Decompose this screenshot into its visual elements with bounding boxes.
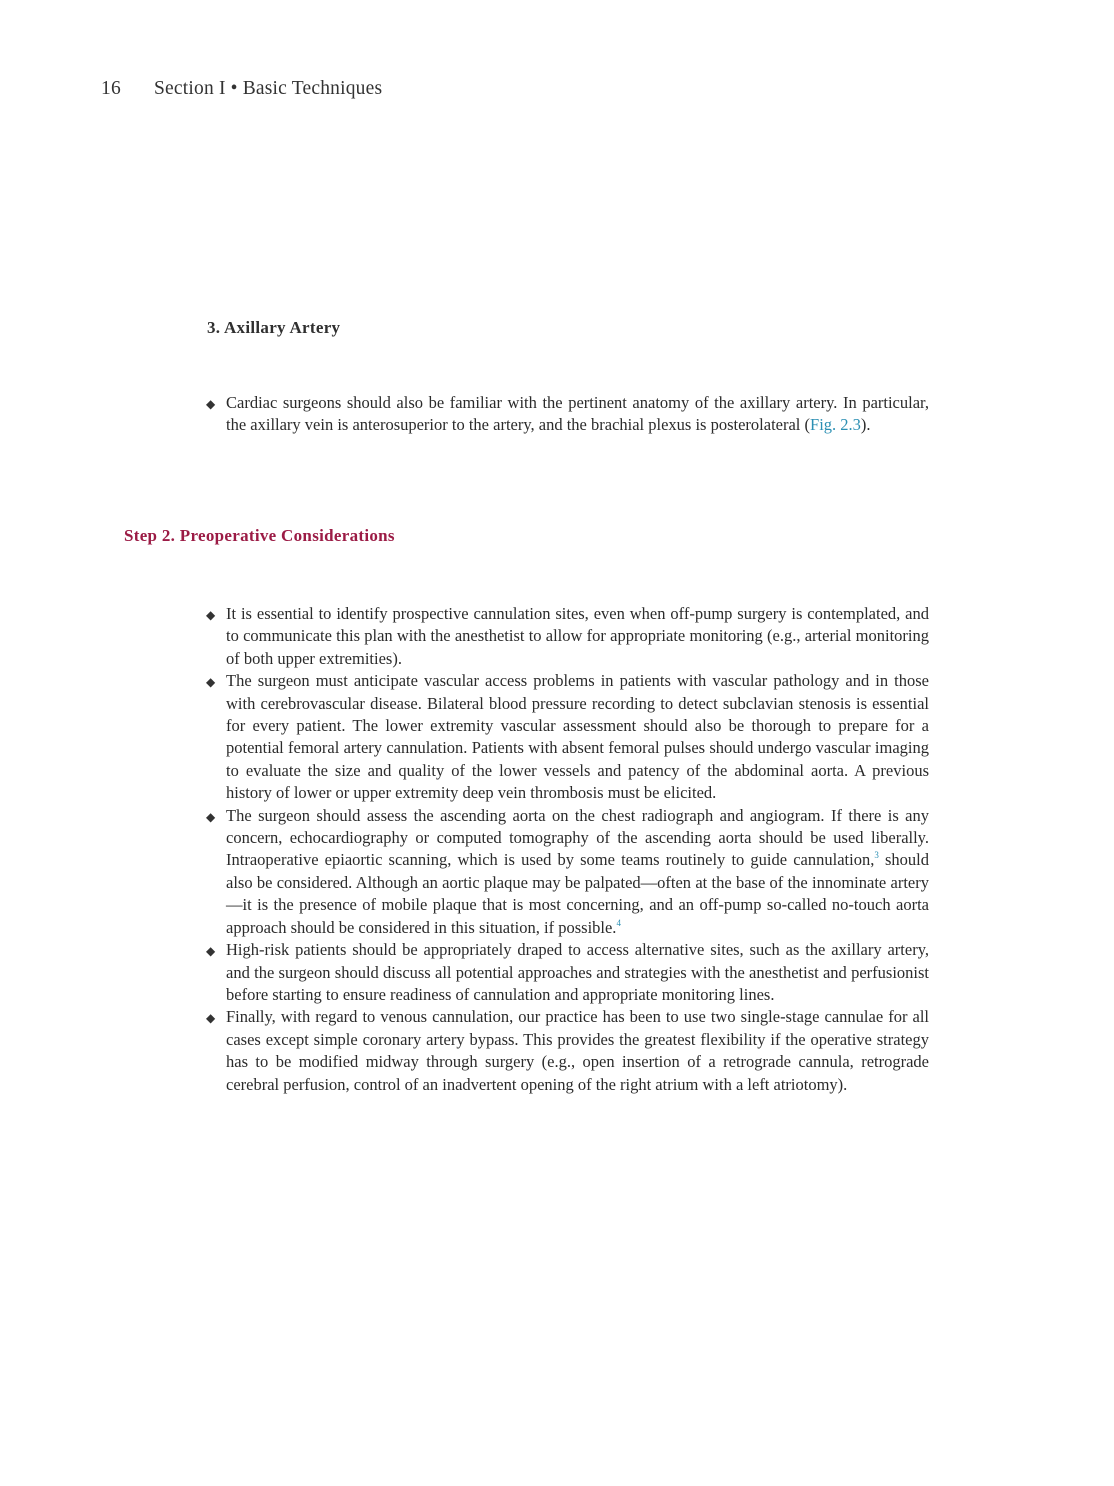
page-number: 16 (101, 78, 121, 99)
bullet-text: High-risk patients should be appropriately draped to access alternative sites, such as the axillary artery, and the surgeon should discuss all potential approaches and strategies with the anesthetist and perfusionist before starting to ensure readiness of cannulation and appropriate monitoring lines. (226, 940, 929, 1004)
bullet-text: Cardiac surgeons should also be familiar with the pertinent anatomy of the axillary artery. In particular, the axillary vein is anterosuperior to the artery, and the brachial plexus is posterolateral ( (226, 393, 929, 435)
header-separator: • (230, 78, 238, 99)
bullet-text: The surgeon should assess the ascending aorta on the chest radiograph and angiogram. If there is any concern, echocardiography or computed tomography of the ascending aorta should be used liberally. Intraoperative epiaortic scanning, which is used by some teams routinely to guide cannulation, (226, 805, 929, 870)
diamond-bullet-icon: ◆ (206, 809, 216, 824)
diamond-bullet-icon: ◆ (206, 608, 216, 622)
step-heading: Step 2. Preoperative Considerations (124, 526, 395, 545)
figure-link[interactable]: Fig. 2.3 (810, 415, 861, 435)
bullet-text-end: ). (860, 415, 871, 435)
bullet-text: It is essential to identify prospective cannulation sites, even when off-pump surgery is contemplated, and to communicate this plan with the anesthetist to allow for appropriate monitoring (e.g., arterial monitoring of both upper extremities). (226, 604, 929, 668)
list-item (204, 603, 929, 670)
reference-link[interactable]: 3 (874, 850, 879, 861)
diamond-bullet-icon: ◆ (206, 1011, 216, 1026)
list-item (204, 1006, 929, 1096)
reference-link[interactable]: 4 (616, 917, 621, 928)
list-item (204, 392, 929, 437)
list-item (204, 805, 929, 939)
preop-bullet-list (204, 603, 929, 1096)
diamond-bullet-icon: ◆ (206, 675, 216, 690)
chapter-title: Basic Techniques (242, 78, 383, 99)
section-label: Section I (154, 78, 226, 99)
bullet-text: Finally, with regard to venous cannulation, our practice has been to use two single-stage cannulae for all cases except simple coronary artery bypass. This provides the greatest flexibility if the operative strategy has to be modified midway through surgery (e.g., open insertion of a retrograde cannula, retrograde cerebral perfusion, control of an inadvertent opening of the right atrium with a left atriotomy). (226, 1007, 929, 1094)
bullet-text: should also be considered. Although an aortic plaque may be palpated—often at the base of the innominate artery—it is the presence of mobile plaque that is most concerning, and an off-pump so-called no-touch aorta approach should be considered in this situation, if possible. (226, 850, 929, 937)
diamond-bullet-icon: ◆ (206, 397, 216, 411)
diamond-bullet-icon: ◆ (206, 944, 216, 959)
list-item (204, 939, 929, 1006)
subheading-axillary-artery: 3. Axillary Artery (207, 318, 341, 337)
list-item (204, 670, 929, 804)
axillary-bullet-list (204, 392, 929, 437)
bullet-text: The surgeon must anticipate vascular access problems in patients with vascular pathology and in those with cerebrovascular disease. Bilateral blood pressure recording to detect subclavian stenosis is essential for every patient. The lower extremity vascular assessment should also be thorough to prepare for a potential femoral artery cannulation. Patients with absent femoral pulses should undergo vascular imaging to evaluate the size and quality of the lower vessels and patency of the abdominal aorta. A previous history of lower or upper extremity deep vein thrombosis must be elicited. (226, 671, 929, 803)
running-head (101, 78, 382, 100)
